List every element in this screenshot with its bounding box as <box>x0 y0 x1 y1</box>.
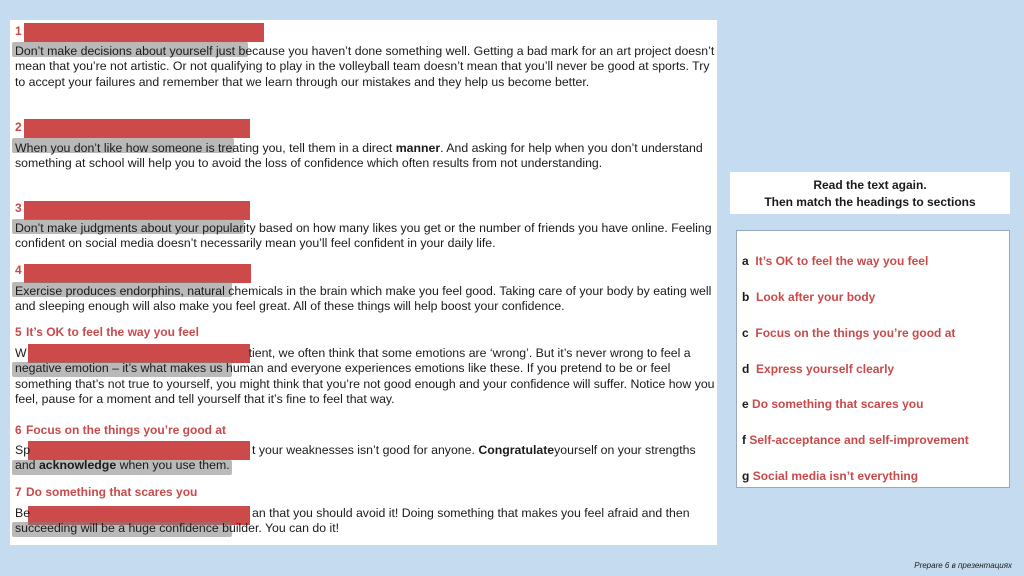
instruction-line-1: Read the text again. <box>813 178 927 192</box>
section-3-number: 3 <box>15 201 22 215</box>
section-4-redacted-heading <box>24 264 251 283</box>
instruction-line-2: Then match the headings to sections <box>764 195 976 209</box>
headings-options-box <box>736 230 1010 488</box>
option-b: b Look after your body <box>742 290 876 304</box>
section-6-heading: Focus on the things you’re good at <box>26 423 226 437</box>
section-1-text: Don’t make decisions about yourself just because you haven’t done something well. Getting a bad mark for an art project doesn’t mean that you’re not artistic. Or not qualifying to play in the volleyball team doesn’t mean that you’ll never be good at sports. Try to accept your failures and remember that we learn through our mistakes and they help us become better. <box>15 44 715 89</box>
section-2-text: When you don’t like how someone is treating you, tell them in a direct manner. And asking for help when you don’t understand something at school will help you to avoid the loss of confidence which often results from not understanding. <box>15 141 703 171</box>
option-g: g Social media isn’t everything <box>742 469 919 483</box>
section-4-text: Exercise produces endorphins, natural chemicals in the brain which make you feel good. Taking care of your body by eating well and sleeping enough will also make you feel great. All of these things will help boost your confidence. <box>15 284 712 314</box>
section-7-text: Be an that you should avoid it! Doing something that makes you feel afraid and then succeeding will be a huge confidence builder. You can do it! <box>15 506 690 536</box>
option-d: d Express yourself clearly <box>742 362 895 376</box>
option-a: a It’s OK to feel the way you feel <box>742 254 929 268</box>
section-6-number: 6 <box>15 423 22 437</box>
section-6-text: Sp t your weaknesses isn’t good for anyone. Congratulateyourself on your strengths and acknowledge when you use them. <box>15 443 696 473</box>
footer-credit: Prepare 6 в презентациях <box>914 561 1012 570</box>
section-3-text: Don’t make judgments about your popularity based on how many likes you get or the number of friends you have online. Feeling confident on social media doesn’t necessarily mean you’ll feel confident in your daily life. <box>15 221 712 251</box>
section-3-redacted-heading <box>24 201 250 220</box>
section-7-heading: Do something that scares you <box>26 485 198 499</box>
section-1-number: 1 <box>15 24 22 38</box>
section-1-redacted-heading <box>24 23 264 42</box>
section-4-number: 4 <box>15 263 22 277</box>
reading-text-panel <box>10 20 717 545</box>
instruction-box <box>730 172 1010 214</box>
section-7-number: 7 <box>15 485 22 499</box>
section-5-text: W tient, we often think that some emotions are ‘wrong’. But it’s never wrong to feel a negative emotion – it’s what makes us human and everyone experiences emotions like these. If you pretend to be or feel something that’s not true to yourself, you might think that you’re not good enough and your confidence will suffer. Notice how you feel, pause for a moment and tell yourself that it’s fine to feel that way. <box>15 346 715 406</box>
option-e: e Do something that scares you <box>742 397 924 411</box>
section-5-heading: It’s OK to feel the way you feel <box>26 325 199 339</box>
section-2-number: 2 <box>15 120 22 134</box>
option-c: c Focus on the things you’re good at <box>742 326 956 340</box>
option-f: f Self-acceptance and self-improvement <box>742 433 969 447</box>
section-2-redacted-heading <box>24 119 250 138</box>
section-5-number: 5 <box>15 325 22 339</box>
